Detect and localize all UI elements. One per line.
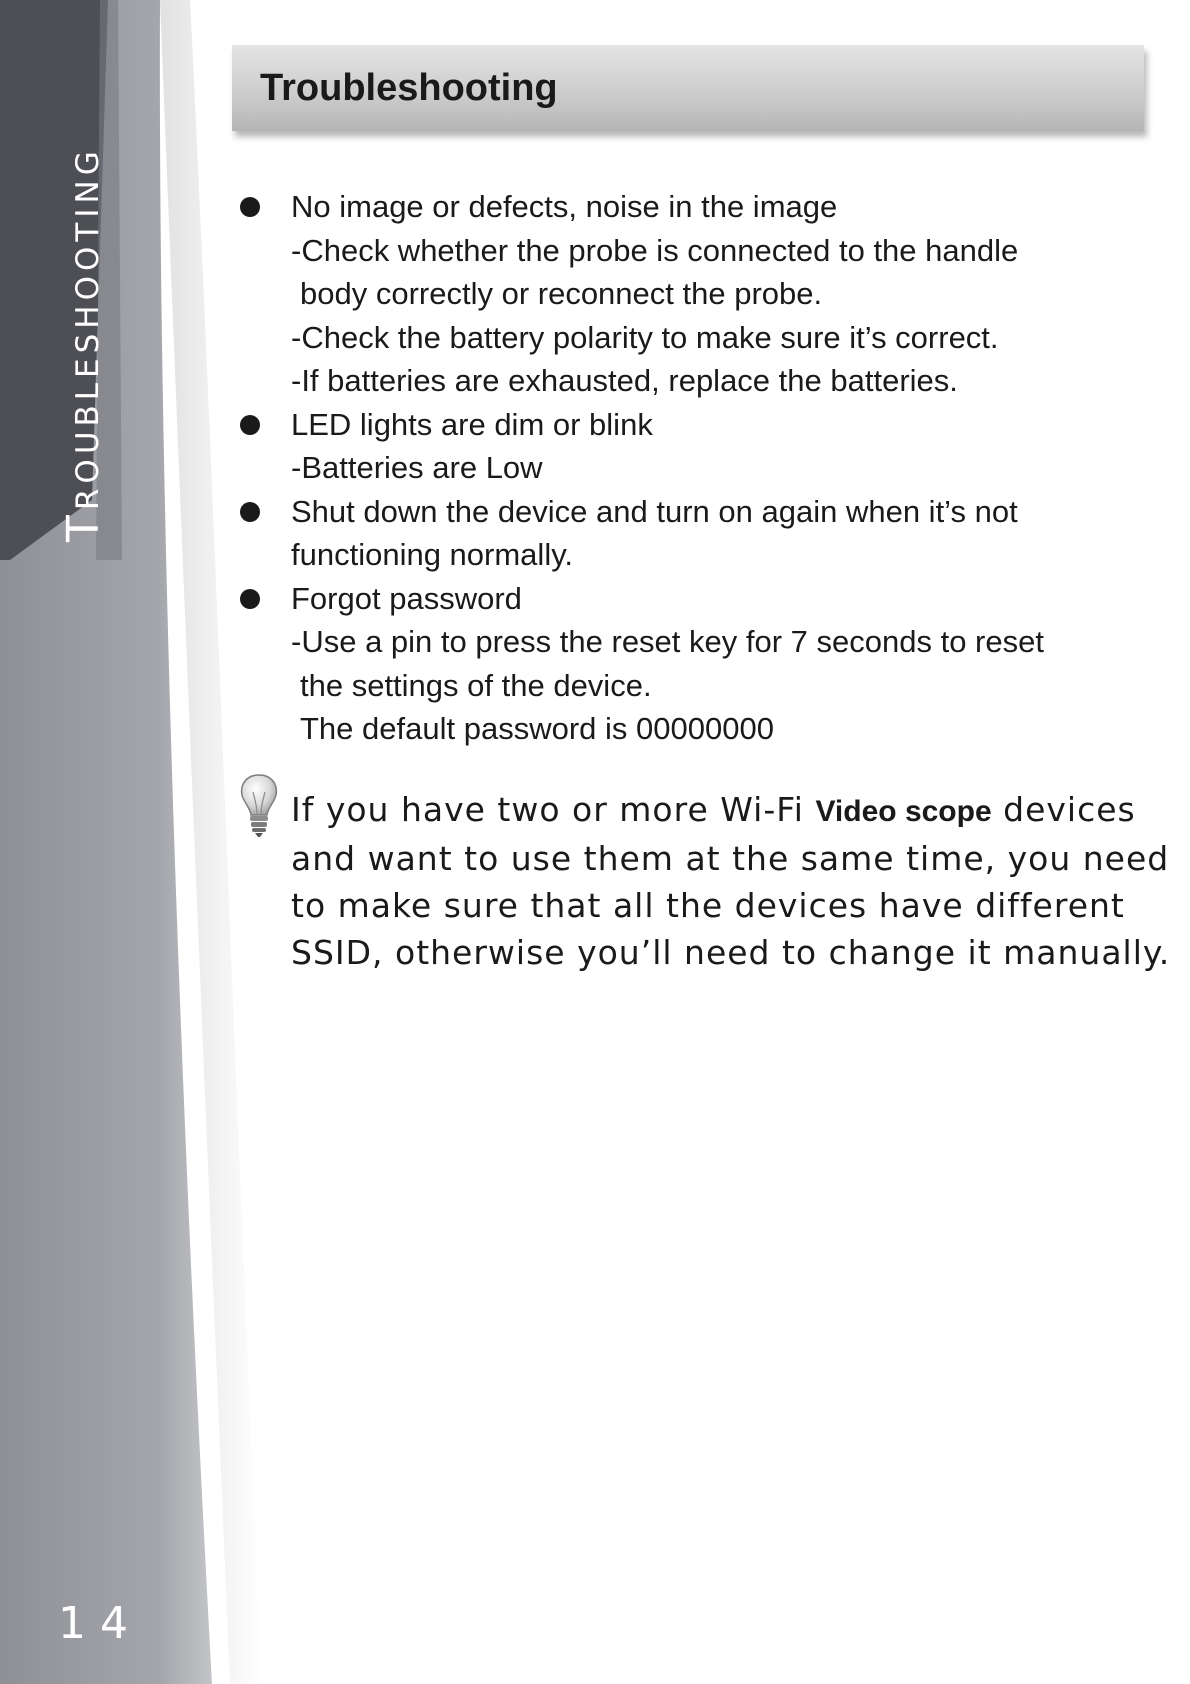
tip-line-text: devices	[991, 790, 1136, 829]
list-item	[240, 490, 1120, 577]
bullet-icon	[240, 589, 260, 609]
product-name: Video scope	[815, 795, 992, 828]
item-line: -Batteries are Low	[291, 450, 543, 485]
item-line: body correctly or reconnect the probe.	[300, 276, 823, 311]
item-line: -Use a pin to press the reset key for 7 seconds to reset	[291, 624, 1044, 659]
bullet-icon	[240, 415, 260, 435]
section-header	[232, 45, 1144, 131]
list-item	[240, 403, 1120, 490]
item-line: -Check whether the probe is connected to the handle	[291, 232, 1019, 268]
tip-line	[291, 786, 1170, 835]
item-line: functioning normally.	[291, 537, 574, 572]
item-heading: Shut down the device and turn on again when it’s not	[291, 493, 1018, 529]
page-title: Troubleshooting	[260, 67, 558, 109]
bullet-icon	[240, 197, 260, 217]
item-line: -If batteries are exhausted, replace the batteries.	[291, 363, 958, 398]
sidebar	[0, 0, 270, 1684]
troubleshooting-list	[240, 185, 1120, 751]
bullet-icon	[240, 502, 260, 522]
sidebar-section-title: Troubleshooting	[58, 146, 109, 542]
sidebar-swoosh	[0, 0, 270, 1684]
item-heading: Forgot password	[291, 580, 522, 616]
page-number: 14	[58, 1598, 142, 1649]
tip-line-text: If you have two or more Wi-Fi	[291, 790, 816, 829]
item-line: -Check the battery polarity to make sure it’s correct.	[291, 319, 999, 355]
lightbulb-icon	[236, 772, 282, 838]
item-line: the settings of the device.	[300, 667, 652, 703]
tip-text	[291, 786, 1170, 976]
list-item	[240, 577, 1120, 751]
tip-line: to make sure that all the devices have different	[291, 886, 1125, 925]
tip-line: SSID, otherwise you’ll need to change it manually.	[291, 933, 1171, 972]
tip-line: and want to use them at the same time, you need	[291, 839, 1170, 878]
item-line: The default password is 00000000	[300, 711, 774, 746]
list-item	[240, 185, 1120, 403]
item-heading: LED lights are dim or blink	[291, 406, 653, 442]
item-heading: No image or defects, noise in the image	[291, 189, 838, 224]
